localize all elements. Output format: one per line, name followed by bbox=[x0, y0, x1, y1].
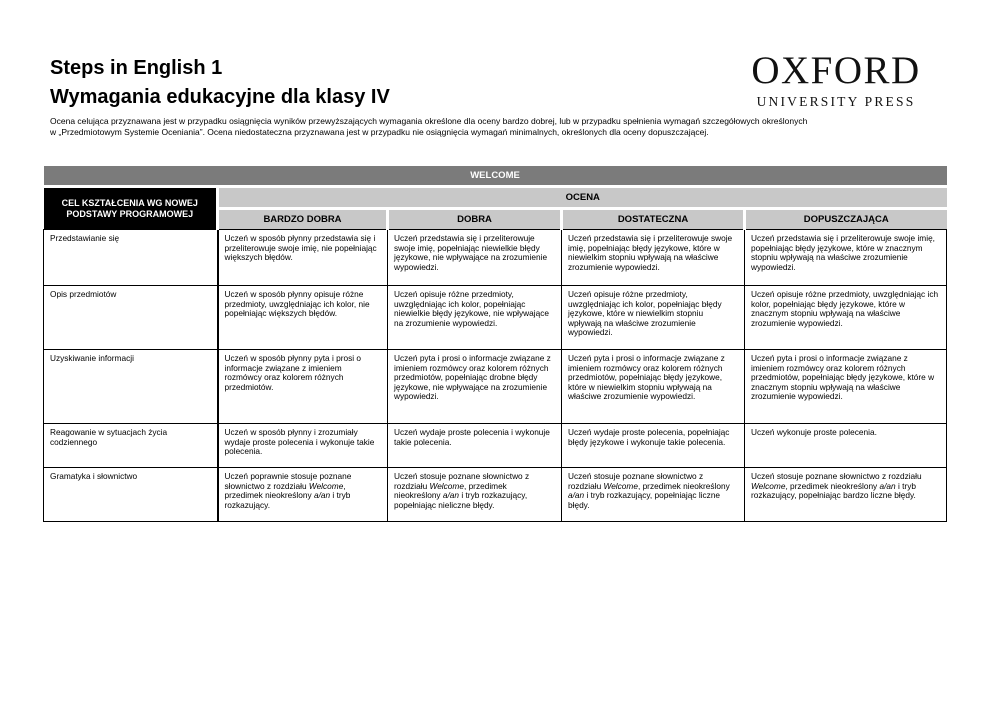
intro-line-1: Ocena celująca przyznawana jest w przypadku osiągnięcia wyników przewyższających wymagania określone dla oceny bardzo dobrej, lub w przypadku spełnienia wymagań szczegółowych określonych bbox=[50, 116, 808, 126]
cell-italic: Welcome bbox=[308, 480, 344, 491]
grade-cell: Uczeń opisuje różne przedmioty, uwzględniając ich kolor, popełniając błędy językowe, które w niewielkim stopniu wpływają na właściwe zrozumienie wypowiedzi. bbox=[562, 286, 745, 350]
cell-text: , przedimek nieokreślony bbox=[637, 480, 730, 491]
grade-cell: Uczeń wydaje proste polecenia, popełniając błędy językowe i wykonuje takie polecenia. bbox=[562, 424, 745, 468]
grade-cell: Uczeń w sposób płynny przedstawia się i przeliterowuje swoje imię, nie popełniając większych błędów. bbox=[218, 230, 388, 286]
intro-line-2: w „Przedmiotowym Systemie Oceniania”. Ocena niedostateczna przyznawana jest w przypadku nie osiągnięcia wymagań minimalnych, określonych dla oceny dopuszczającej. bbox=[50, 126, 709, 137]
table-row bbox=[44, 424, 947, 468]
objective-cell: Uzyskiwanie informacji bbox=[44, 350, 218, 424]
cell-italic: a/an bbox=[442, 490, 460, 501]
table-row bbox=[44, 350, 947, 424]
cell-italic: a/an bbox=[879, 480, 896, 491]
grade-cell: Uczeń przedstawia się i przeliterowuje swoje imię, popełniając błędy językowe, które w niewielkim stopniu wpływają na właściwe zrozumienie wypowiedzi. bbox=[562, 230, 745, 286]
document-title bbox=[50, 54, 390, 112]
objective-cell: Przedstawianie się bbox=[44, 230, 218, 286]
intro-paragraph bbox=[50, 116, 930, 137]
cell-text: , przedimek nieokreślony bbox=[785, 480, 880, 491]
grade-cell: Uczeń opisuje różne przedmioty, uwzględniając ich kolor, popełniając niewielkie błędy językowe, nie wpływające na zrozumienie wypowiedzi. bbox=[388, 286, 562, 350]
title-line-2: Wymagania edukacyjne dla klasy IV bbox=[50, 86, 390, 108]
table-row bbox=[44, 286, 947, 350]
grade-cell bbox=[218, 468, 388, 522]
title-line-1: Steps in English 1 bbox=[50, 57, 223, 79]
objective-cell: Gramatyka i słownictwo bbox=[44, 468, 218, 522]
level-header-bardzo-dobra: BARDZO DOBRA bbox=[218, 209, 388, 230]
cell-text: Uczeń stosuje poznane słownictwo z rozdziału bbox=[751, 471, 922, 481]
grade-cell: Uczeń wykonuje proste polecenia. bbox=[745, 424, 947, 468]
grade-cell: Uczeń w sposób płynny opisuje różne przedmioty, uwzględniając ich kolor, nie popełniając większych błędów. bbox=[218, 286, 388, 350]
level-header-dostateczna: DOSTATECZNA bbox=[562, 209, 745, 230]
objective-column-header: CEL KSZTAŁCENIA WG NOWEJ PODSTAWY PROGRAMOWEJ bbox=[44, 187, 218, 230]
logo-subtitle: UNIVERSITY PRESS bbox=[756, 94, 916, 109]
grade-cell bbox=[745, 468, 947, 522]
cell-italic: Welcome bbox=[429, 480, 464, 491]
cell-italic: Welcome bbox=[751, 480, 786, 491]
grade-cell bbox=[562, 468, 745, 522]
grade-cell: Uczeń pyta i prosi o informacje związane z imieniem rozmówcy oraz kolorem różnych przedmiotów, popełniając drobne błędy językowe, nie wpływające na zrozumienie wypowiedzi. bbox=[388, 350, 562, 424]
cell-text: Uczeń stosuje poznane słownictwo z rozdziału bbox=[394, 471, 530, 491]
objective-cell: Opis przedmiotów bbox=[44, 286, 218, 350]
grade-cell: Uczeń pyta i prosi o informacje związane z imieniem rozmówcy oraz kolorem różnych przedmiotów, popełniając błędy językowe, które w niewielkim stopniu wpływają na właściwe zrozumienie wypowiedzi. bbox=[562, 350, 745, 424]
cell-text: Uczeń poprawnie stosuje poznane słownictwo z rozdziału bbox=[224, 471, 352, 491]
grade-cell: Uczeń przedstawia się i przeliterowuje swoje imię, popełniając błędy językowe, które w znacznym stopniu wpływają na właściwe zrozumienie wypowiedzi. bbox=[745, 230, 947, 286]
cell-italic: a/an bbox=[568, 490, 585, 501]
cell-text: i tryb rozkazujący, popełniając nieliczne błędy. bbox=[394, 490, 528, 510]
cell-text: , przedimek nieokreślony bbox=[394, 480, 507, 501]
cell-text: Uczeń stosuje poznane słownictwo z rozdziału bbox=[568, 471, 704, 491]
grade-cell: Uczeń opisuje różne przedmioty, uwzględniając ich kolor, popełniając błędy językowe, które w znacznym stopniu wpływają na właściwe zrozumienie wypowiedzi. bbox=[745, 286, 947, 350]
section-header: WELCOME bbox=[44, 166, 947, 187]
grade-column-header: OCENA bbox=[218, 187, 947, 209]
grade-cell bbox=[388, 468, 562, 522]
table-row bbox=[44, 230, 947, 286]
oxford-logo bbox=[744, 49, 928, 110]
cell-text: i tryb rozkazujący. bbox=[224, 490, 351, 510]
cell-italic: a/an bbox=[313, 490, 331, 501]
requirements-table bbox=[43, 166, 947, 522]
cell-italic: Welcome bbox=[603, 480, 638, 491]
grade-cell: Uczeń przedstawia się i przeliterowuje swoje imię, popełniając niewielkie błędy językowe, nie wpływające na zrozumienie wypowiedzi. bbox=[388, 230, 562, 286]
level-header-dobra: DOBRA bbox=[388, 209, 562, 230]
logo-name: OXFORD bbox=[751, 49, 921, 92]
grade-cell: Uczeń w sposób płynny i zrozumiały wydaje proste polecenia i wykonuje takie polecenia. bbox=[218, 424, 388, 468]
grade-cell: Uczeń wydaje proste polecenia i wykonuje takie polecenia. bbox=[388, 424, 562, 468]
cell-text: , przedimek nieokreślony bbox=[224, 480, 346, 501]
grade-cell: Uczeń pyta i prosi o informacje związane z imieniem rozmówcy oraz kolorem różnych przedmiotów, popełniając błędy językowe, które w znacznym stopniu wpływają na właściwe zrozumienie wypowiedzi. bbox=[745, 350, 947, 424]
table-row bbox=[44, 468, 947, 522]
grade-cell: Uczeń w sposób płynny pyta i prosi o informacje związane z imieniem rozmówcy oraz kolorem różnych przedmiotów. bbox=[218, 350, 388, 424]
cell-text: i tryb rozkazujący, popełniając bardzo liczne błędy. bbox=[751, 480, 916, 501]
cell-text: i tryb rozkazujący, popełniając liczne błędy. bbox=[568, 490, 721, 510]
level-header-dopuszczajaca: DOPUSZCZAJĄCA bbox=[745, 209, 947, 230]
objective-cell: Reagowanie w sytuacjach życia codziennego bbox=[44, 424, 218, 468]
